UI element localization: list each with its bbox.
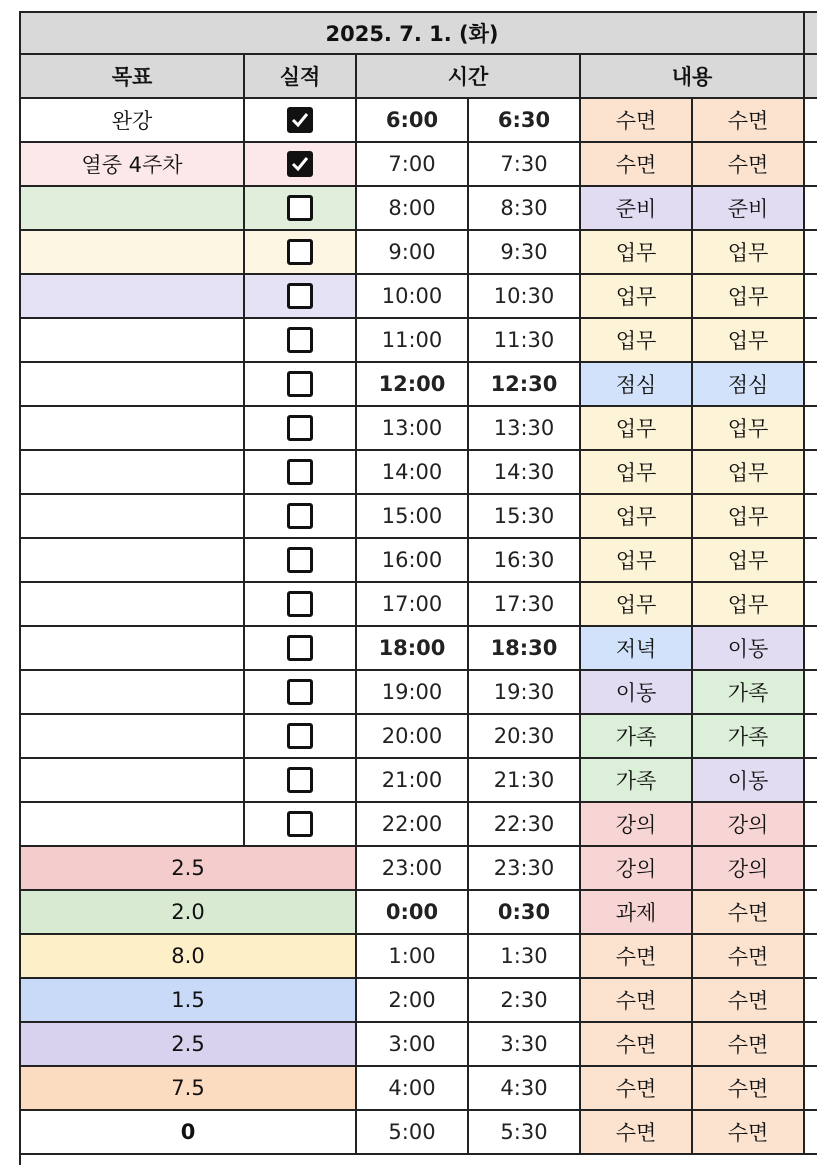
row-edge bbox=[805, 671, 817, 715]
activity-second-half[interactable]: 가족 bbox=[693, 671, 805, 715]
result-cell[interactable] bbox=[245, 275, 357, 319]
activity-first-half[interactable]: 수면 bbox=[581, 143, 693, 187]
end-time-cell: 1:30 bbox=[469, 935, 581, 979]
activity-first-half[interactable]: 점심 bbox=[581, 363, 693, 407]
start-time-cell: 23:00 bbox=[357, 847, 469, 891]
result-cell[interactable] bbox=[245, 627, 357, 671]
header-edge bbox=[805, 55, 817, 99]
row-edge bbox=[805, 275, 817, 319]
goal-hours-total: 8.0 bbox=[19, 935, 357, 979]
end-time-cell: 8:30 bbox=[469, 187, 581, 231]
activity-first-half[interactable]: 업무 bbox=[581, 407, 693, 451]
activity-first-half[interactable]: 강의 bbox=[581, 803, 693, 847]
row-edge bbox=[805, 99, 817, 143]
start-time-cell: 0:00 bbox=[357, 891, 469, 935]
activity-first-half[interactable]: 가족 bbox=[581, 759, 693, 803]
activity-second-half[interactable]: 준비 bbox=[693, 187, 805, 231]
activity-first-half[interactable]: 업무 bbox=[581, 451, 693, 495]
result-cell[interactable] bbox=[245, 407, 357, 451]
checkbox[interactable] bbox=[287, 811, 313, 837]
goal-cell[interactable] bbox=[19, 231, 245, 275]
end-time-cell: 19:30 bbox=[469, 671, 581, 715]
goal-cell[interactable] bbox=[19, 583, 245, 627]
activity-first-half[interactable]: 업무 bbox=[581, 275, 693, 319]
end-time-cell: 16:30 bbox=[469, 539, 581, 583]
result-cell[interactable] bbox=[245, 363, 357, 407]
time-column-header: 시간 bbox=[357, 55, 581, 99]
activity-first-half[interactable]: 과제 bbox=[581, 891, 693, 935]
row-edge bbox=[805, 143, 817, 187]
start-time-cell: 13:00 bbox=[357, 407, 469, 451]
activity-first-half[interactable]: 업무 bbox=[581, 495, 693, 539]
end-time-cell: 18:30 bbox=[469, 627, 581, 671]
start-time-cell: 12:00 bbox=[357, 363, 469, 407]
checkbox[interactable] bbox=[287, 767, 313, 793]
row-edge bbox=[805, 187, 817, 231]
start-time-cell: 8:00 bbox=[357, 187, 469, 231]
activity-second-half[interactable]: 수면 bbox=[693, 891, 805, 935]
end-time-cell: 7:30 bbox=[469, 143, 581, 187]
row-edge bbox=[805, 539, 817, 583]
result-cell[interactable] bbox=[245, 99, 357, 143]
start-time-cell: 5:00 bbox=[357, 1111, 469, 1155]
row-edge bbox=[805, 1023, 817, 1067]
goal-cell[interactable] bbox=[19, 627, 245, 671]
activity-first-half[interactable]: 업무 bbox=[581, 231, 693, 275]
goal-cell[interactable] bbox=[19, 715, 245, 759]
checkbox[interactable] bbox=[287, 503, 313, 529]
checkbox[interactable] bbox=[287, 459, 313, 485]
row-edge bbox=[805, 319, 817, 363]
goal-cell[interactable] bbox=[19, 407, 245, 451]
start-time-cell: 16:00 bbox=[357, 539, 469, 583]
row-edge bbox=[805, 1067, 817, 1111]
sheet-bottom-edge bbox=[19, 1155, 827, 1165]
activity-first-half[interactable]: 수면 bbox=[581, 1111, 693, 1155]
result-cell[interactable] bbox=[245, 187, 357, 231]
start-time-cell: 15:00 bbox=[357, 495, 469, 539]
row-edge bbox=[805, 759, 817, 803]
start-time-cell: 4:00 bbox=[357, 1067, 469, 1111]
checkbox[interactable] bbox=[287, 283, 313, 309]
activity-second-half[interactable]: 업무 bbox=[693, 539, 805, 583]
start-time-cell: 3:00 bbox=[357, 1023, 469, 1067]
activity-second-half[interactable]: 업무 bbox=[693, 319, 805, 363]
goal-hours-total: 7.5 bbox=[19, 1067, 357, 1111]
goal-cell[interactable]: 완강 bbox=[19, 99, 245, 143]
schedule-sheet bbox=[19, 11, 827, 1155]
result-cell[interactable] bbox=[245, 715, 357, 759]
activity-second-half[interactable]: 수면 bbox=[693, 1111, 805, 1155]
end-time-cell: 12:30 bbox=[469, 363, 581, 407]
goal-cell[interactable] bbox=[19, 451, 245, 495]
end-time-cell: 22:30 bbox=[469, 803, 581, 847]
header-edge bbox=[805, 11, 817, 55]
checkmark-icon bbox=[291, 112, 309, 128]
goal-cell[interactable] bbox=[19, 363, 245, 407]
activity-first-half[interactable]: 가족 bbox=[581, 715, 693, 759]
checkbox[interactable] bbox=[287, 723, 313, 749]
result-cell[interactable] bbox=[245, 143, 357, 187]
checkmark-icon bbox=[291, 156, 309, 172]
goal-cell[interactable] bbox=[19, 495, 245, 539]
end-time-cell: 4:30 bbox=[469, 1067, 581, 1111]
result-column-header: 실적 bbox=[245, 55, 357, 99]
activity-first-half[interactable]: 업무 bbox=[581, 319, 693, 363]
row-edge bbox=[805, 583, 817, 627]
activity-second-half[interactable]: 수면 bbox=[693, 979, 805, 1023]
row-edge bbox=[805, 847, 817, 891]
end-time-cell: 17:30 bbox=[469, 583, 581, 627]
row-edge bbox=[805, 231, 817, 275]
checkbox[interactable] bbox=[287, 679, 313, 705]
checkbox[interactable] bbox=[287, 371, 313, 397]
activity-first-half[interactable]: 준비 bbox=[581, 187, 693, 231]
activity-second-half[interactable]: 수면 bbox=[693, 1023, 805, 1067]
result-cell[interactable] bbox=[245, 495, 357, 539]
end-time-cell: 3:30 bbox=[469, 1023, 581, 1067]
goal-hours-total: 1.5 bbox=[19, 979, 357, 1023]
checkbox[interactable] bbox=[287, 327, 313, 353]
row-edge bbox=[805, 627, 817, 671]
goal-column-header: 목표 bbox=[19, 55, 245, 99]
start-time-cell: 19:00 bbox=[357, 671, 469, 715]
checkbox[interactable] bbox=[287, 107, 313, 133]
goal-cell[interactable] bbox=[19, 759, 245, 803]
result-cell[interactable] bbox=[245, 671, 357, 715]
activity-first-half[interactable]: 수면 bbox=[581, 99, 693, 143]
activity-second-half[interactable]: 강의 bbox=[693, 847, 805, 891]
end-time-cell: 21:30 bbox=[469, 759, 581, 803]
goal-cell[interactable] bbox=[19, 539, 245, 583]
activity-first-half[interactable]: 업무 bbox=[581, 539, 693, 583]
result-cell[interactable] bbox=[245, 451, 357, 495]
activity-second-half[interactable]: 수면 bbox=[693, 99, 805, 143]
goal-hours-total: 2.5 bbox=[19, 1023, 357, 1067]
activity-first-half[interactable]: 수면 bbox=[581, 979, 693, 1023]
goal-cell[interactable] bbox=[19, 187, 245, 231]
activity-first-half[interactable]: 수면 bbox=[581, 1023, 693, 1067]
end-time-cell: 14:30 bbox=[469, 451, 581, 495]
start-time-cell: 20:00 bbox=[357, 715, 469, 759]
goal-cell[interactable] bbox=[19, 803, 245, 847]
result-cell[interactable] bbox=[245, 583, 357, 627]
activity-second-half[interactable]: 업무 bbox=[693, 583, 805, 627]
row-edge bbox=[805, 891, 817, 935]
row-edge bbox=[805, 715, 817, 759]
activity-first-half[interactable]: 수면 bbox=[581, 935, 693, 979]
start-time-cell: 14:00 bbox=[357, 451, 469, 495]
start-time-cell: 7:00 bbox=[357, 143, 469, 187]
row-edge bbox=[805, 935, 817, 979]
start-time-cell: 18:00 bbox=[357, 627, 469, 671]
end-time-cell: 15:30 bbox=[469, 495, 581, 539]
checkbox[interactable] bbox=[287, 635, 313, 661]
start-time-cell: 2:00 bbox=[357, 979, 469, 1023]
end-time-cell: 13:30 bbox=[469, 407, 581, 451]
end-time-cell: 0:30 bbox=[469, 891, 581, 935]
checkbox[interactable] bbox=[287, 547, 313, 573]
start-time-cell: 9:00 bbox=[357, 231, 469, 275]
result-cell[interactable] bbox=[245, 231, 357, 275]
content-column-header: 내용 bbox=[581, 55, 805, 99]
row-edge bbox=[805, 363, 817, 407]
activity-first-half[interactable]: 업무 bbox=[581, 583, 693, 627]
end-time-cell: 6:30 bbox=[469, 99, 581, 143]
activity-second-half[interactable]: 수면 bbox=[693, 143, 805, 187]
activity-second-half[interactable]: 수면 bbox=[693, 1067, 805, 1111]
row-edge bbox=[805, 979, 817, 1023]
row-edge bbox=[805, 803, 817, 847]
checkbox[interactable] bbox=[287, 151, 313, 177]
activity-second-half[interactable]: 가족 bbox=[693, 715, 805, 759]
goal-cell[interactable] bbox=[19, 671, 245, 715]
activity-second-half[interactable]: 이동 bbox=[693, 627, 805, 671]
activity-second-half[interactable]: 이동 bbox=[693, 759, 805, 803]
end-time-cell: 11:30 bbox=[469, 319, 581, 363]
goal-hours-total: 2.0 bbox=[19, 891, 357, 935]
activity-second-half[interactable]: 업무 bbox=[693, 451, 805, 495]
checkbox[interactable] bbox=[287, 195, 313, 221]
end-time-cell: 9:30 bbox=[469, 231, 581, 275]
goal-cell[interactable] bbox=[19, 275, 245, 319]
start-time-cell: 6:00 bbox=[357, 99, 469, 143]
result-cell[interactable] bbox=[245, 803, 357, 847]
end-time-cell: 23:30 bbox=[469, 847, 581, 891]
row-edge bbox=[805, 495, 817, 539]
activity-second-half[interactable]: 점심 bbox=[693, 363, 805, 407]
checkbox[interactable] bbox=[287, 239, 313, 265]
checkbox[interactable] bbox=[287, 415, 313, 441]
activity-first-half[interactable]: 이동 bbox=[581, 671, 693, 715]
activity-first-half[interactable]: 강의 bbox=[581, 847, 693, 891]
goal-cell[interactable] bbox=[19, 319, 245, 363]
result-cell[interactable] bbox=[245, 319, 357, 363]
start-time-cell: 11:00 bbox=[357, 319, 469, 363]
start-time-cell: 22:00 bbox=[357, 803, 469, 847]
goal-hours-total: 2.5 bbox=[19, 847, 357, 891]
activity-first-half[interactable]: 수면 bbox=[581, 1067, 693, 1111]
date-header: 2025. 7. 1. (화) bbox=[19, 11, 805, 55]
goal-cell[interactable]: 열중 4주차 bbox=[19, 143, 245, 187]
activity-second-half[interactable]: 강의 bbox=[693, 803, 805, 847]
end-time-cell: 20:30 bbox=[469, 715, 581, 759]
row-edge bbox=[805, 407, 817, 451]
goal-hours-total: 0 bbox=[19, 1111, 357, 1155]
checkbox[interactable] bbox=[287, 591, 313, 617]
end-time-cell: 2:30 bbox=[469, 979, 581, 1023]
start-time-cell: 1:00 bbox=[357, 935, 469, 979]
row-edge bbox=[805, 451, 817, 495]
activity-second-half[interactable]: 업무 bbox=[693, 231, 805, 275]
start-time-cell: 17:00 bbox=[357, 583, 469, 627]
activity-second-half[interactable]: 업무 bbox=[693, 275, 805, 319]
end-time-cell: 5:30 bbox=[469, 1111, 581, 1155]
result-cell[interactable] bbox=[245, 539, 357, 583]
activity-second-half[interactable]: 수면 bbox=[693, 935, 805, 979]
activity-first-half[interactable]: 저녁 bbox=[581, 627, 693, 671]
row-edge bbox=[805, 1111, 817, 1155]
activity-second-half[interactable]: 업무 bbox=[693, 407, 805, 451]
start-time-cell: 10:00 bbox=[357, 275, 469, 319]
end-time-cell: 10:30 bbox=[469, 275, 581, 319]
result-cell[interactable] bbox=[245, 759, 357, 803]
activity-second-half[interactable]: 업무 bbox=[693, 495, 805, 539]
start-time-cell: 21:00 bbox=[357, 759, 469, 803]
